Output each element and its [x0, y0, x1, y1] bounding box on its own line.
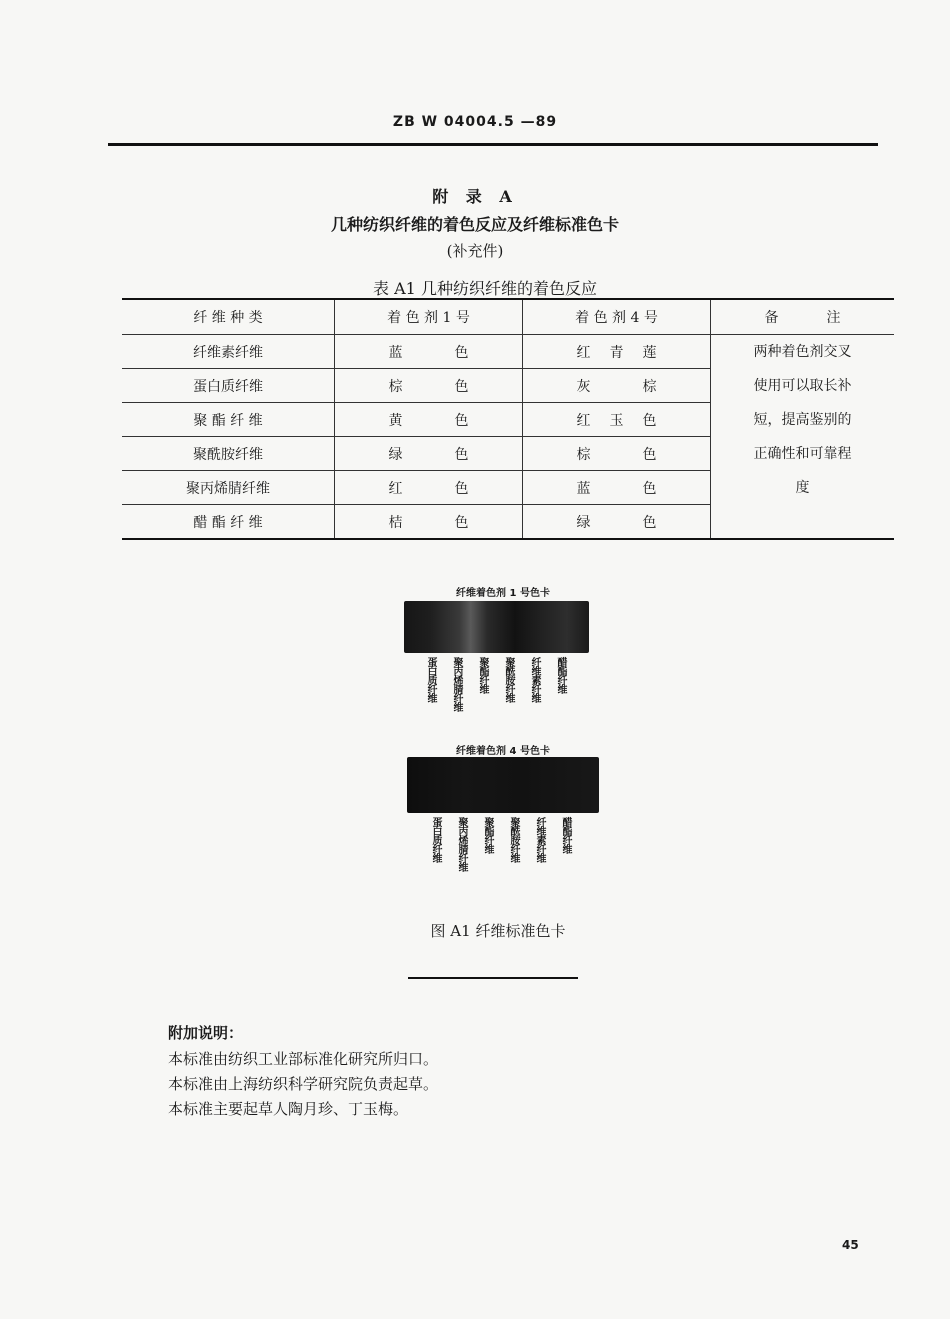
notes-title: 附加说明：	[168, 1024, 244, 1042]
appendix-subtitle: 几种纺织纤维的着色反应及纤维标准色卡	[330, 215, 619, 234]
color-card-1-fiber-labels	[423, 657, 567, 711]
reagent1-cell	[335, 437, 523, 471]
color-card-4-fiber-labels	[428, 817, 572, 871]
reagent4-cell	[523, 369, 711, 403]
end-rule	[408, 977, 578, 979]
reagent1-cell	[335, 369, 523, 403]
fiber-cell: 聚酰胺纤维	[122, 437, 335, 471]
fiber-cell: 醋 酯 纤 维	[122, 505, 335, 540]
reagent4-char: 色	[642, 446, 657, 463]
header-rule	[108, 143, 878, 146]
fiber-cell: 聚丙烯腈纤维	[122, 471, 335, 505]
header-remark-left: 备	[764, 310, 779, 326]
header-reagent4: 着 色 剂 4 号	[523, 299, 711, 335]
card-fiber-label: 聚酯纤维	[482, 817, 493, 853]
reagent4-cell	[523, 505, 711, 540]
reagent4-cell	[523, 335, 711, 369]
reagent4-cell	[523, 437, 711, 471]
card-fiber-label: 醋酯纤维	[555, 657, 566, 693]
reagent4-char: 红	[576, 344, 591, 361]
reagent1-cell	[335, 471, 523, 505]
remark-cell	[711, 335, 895, 540]
card-fiber-label: 纤维素纤维	[534, 817, 545, 862]
reagent1-char: 色	[454, 446, 469, 463]
table-row	[122, 335, 894, 369]
reagent4-char: 青	[609, 344, 624, 361]
reagent1-char: 色	[454, 378, 469, 395]
remark-line: 使用可以取长补	[753, 378, 852, 394]
table-caption: 表 A1 几种纺织纤维的着色反应	[373, 279, 597, 298]
reagent4-char: 棕	[576, 446, 591, 463]
reagent4-cell	[523, 403, 711, 437]
reagent1-char: 黄	[388, 412, 403, 429]
figure-caption: 图 A1 纤维标准色卡	[430, 922, 566, 940]
color-card-1-label: 纤维着色剂 1 号色卡	[456, 588, 550, 599]
note-line: 本标准主要起草人陶月珍、丁玉梅。	[168, 1100, 409, 1118]
reagent4-char: 色	[642, 412, 657, 429]
note-line: 本标准由上海纺织科学研究院负责起草。	[168, 1075, 439, 1093]
appendix-title: 附 录 A	[432, 187, 518, 206]
reagent1-char: 色	[454, 480, 469, 497]
header-remark	[711, 299, 895, 335]
reagent1-cell	[335, 335, 523, 369]
header-fiber: 纤 维 种 类	[122, 299, 335, 335]
reagent1-char: 绿	[388, 446, 403, 463]
card-fiber-label: 聚丙烯腈纤维	[456, 817, 467, 871]
card-fiber-label: 蛋白质纤维	[430, 817, 441, 862]
reagent1-char: 色	[454, 514, 469, 531]
card-fiber-label: 蛋白质纤维	[425, 657, 436, 702]
color-card-1-strip	[404, 601, 589, 653]
card-fiber-label: 聚酰胺纤维	[503, 657, 514, 702]
standard-code: ZB W 04004.5 —89	[392, 114, 558, 130]
remark-line: 正确性和可靠程	[753, 446, 852, 462]
reagent4-char: 色	[642, 514, 657, 531]
remark-line: 度	[795, 480, 810, 496]
reagent1-char: 蓝	[388, 344, 403, 361]
table-header-row	[122, 299, 894, 335]
reagent4-char: 蓝	[576, 480, 591, 497]
card-fiber-label: 纤维素纤维	[529, 657, 540, 702]
header-reagent1: 着 色 剂 1 号	[335, 299, 523, 335]
fiber-cell: 蛋白质纤维	[122, 369, 335, 403]
card-fiber-label: 醋酯纤维	[560, 817, 571, 853]
reaction-table	[122, 298, 894, 540]
reagent1-char: 色	[454, 344, 469, 361]
card-fiber-label: 聚丙烯腈纤维	[451, 657, 462, 711]
reagent1-char: 桔	[388, 514, 403, 531]
remark-line: 短，提高鉴别的	[753, 412, 852, 428]
fiber-cell: 聚 酯 纤 维	[122, 403, 335, 437]
reagent1-char: 色	[454, 412, 469, 429]
page-number: 45	[842, 1238, 859, 1252]
reagent4-cell	[523, 471, 711, 505]
reagent4-char: 棕	[642, 378, 657, 395]
color-card-4-strip	[407, 757, 599, 813]
reagent1-char: 红	[388, 480, 403, 497]
reagent4-char: 玉	[609, 412, 624, 429]
fiber-cell: 纤维素纤维	[122, 335, 335, 369]
note-line: 本标准由纺织工业部标准化研究所归口。	[168, 1050, 439, 1068]
card-fiber-label: 聚酰胺纤维	[508, 817, 519, 862]
appendix-supplement: (补充件)	[446, 242, 504, 260]
reagent4-char: 莲	[642, 344, 657, 361]
reagent1-char: 棕	[388, 378, 403, 395]
reagent4-char: 色	[642, 480, 657, 497]
reagent4-char: 红	[576, 412, 591, 429]
header-remark-right: 注	[826, 310, 841, 326]
card-fiber-label: 聚酯纤维	[477, 657, 488, 693]
color-card-4-label: 纤维着色剂 4 号色卡	[456, 746, 550, 757]
reagent1-cell	[335, 505, 523, 540]
reagent4-char: 绿	[576, 514, 591, 531]
remark-line: 两种着色剂交叉	[753, 344, 852, 360]
reagent1-cell	[335, 403, 523, 437]
reagent4-char: 灰	[576, 378, 591, 395]
